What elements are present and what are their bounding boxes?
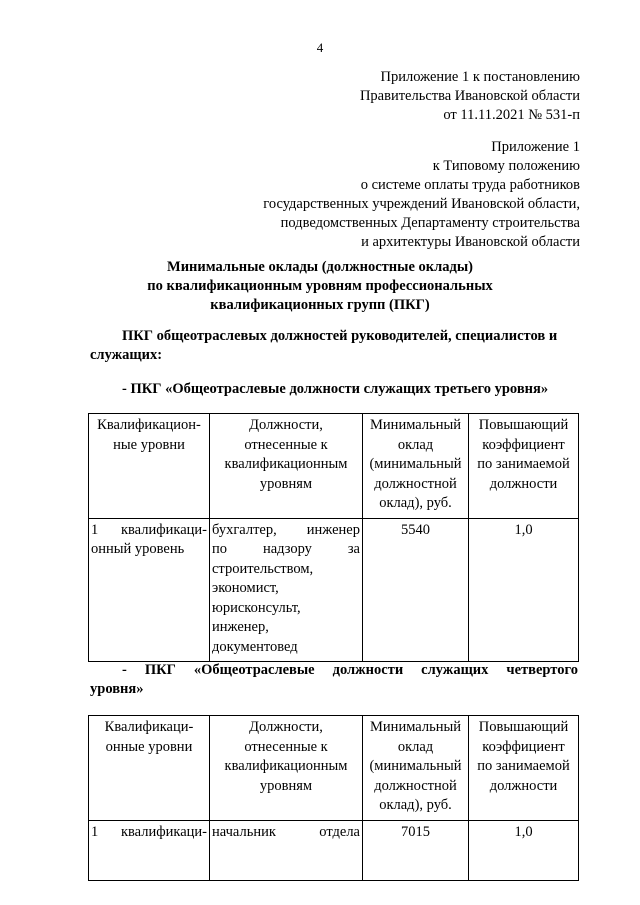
positions-line: юрисконсульт, (212, 599, 301, 616)
appendix-sub-line: Приложение 1 (491, 139, 580, 155)
table-header-row (89, 414, 579, 519)
header-text: Повышающий (478, 719, 569, 735)
header-text: отнесенные к (244, 436, 328, 453)
header-text: Минимальный (370, 719, 461, 735)
table-row (89, 820, 579, 880)
title-line: Минимальные оклады (должностные оклады) (167, 259, 473, 275)
header-cell-levels (89, 414, 210, 519)
header-cell-coefficient (469, 716, 579, 821)
header-cell-coefficient (469, 414, 579, 519)
appendix-sub-line: подведомственных Департаменту строительства (280, 215, 580, 231)
section-heading (90, 327, 580, 365)
group4-heading-line2: уровня» (90, 681, 144, 697)
cell-level (89, 518, 210, 662)
heading-word: должности (332, 662, 404, 678)
appendix-main-line: от 11.11.2021 № 531-п (443, 107, 580, 123)
section-heading-line: ПКГ общеотраслевых должностей руководителей, специалистов и (122, 328, 558, 344)
level-text: квалификаци- (120, 823, 207, 840)
header-text: оклад (397, 738, 434, 755)
positions-line (212, 823, 360, 843)
positions-line: инженер, (212, 619, 269, 635)
appendix-sub-line: к Типовому положению (432, 158, 580, 174)
header-text: ные уровни (113, 436, 185, 453)
appendix-sub-line: о системе оплаты труда работников (360, 177, 580, 193)
title-line: по квалификационным уровням профессиональных (147, 278, 493, 294)
level-line (91, 521, 207, 541)
group3-heading: - ПКГ «Общеотраслевые должности служащих третьего уровня» (122, 381, 549, 397)
group3-table (88, 413, 579, 662)
position-word: бухгалтер, (212, 521, 277, 538)
document-title (90, 258, 550, 315)
position-word: за (347, 541, 360, 557)
header-text: квалификационным (224, 456, 348, 472)
header-text: отнесенные к (244, 738, 328, 755)
appendix-main-line: Приложение 1 к постановлению (380, 69, 580, 85)
heading-word: «Общеотраслевые (193, 662, 315, 678)
position-word: по (212, 541, 228, 557)
table-header-row (89, 716, 579, 821)
cell-salary: 5540 (363, 518, 469, 662)
group4-heading-line (122, 661, 578, 680)
header-text: уровням (259, 475, 313, 492)
appendix-sub-line: государственных учреждений Ивановской области, (263, 196, 580, 212)
appendix-sub (263, 138, 580, 252)
heading-word: - (122, 662, 127, 678)
level-text: онный уровень (91, 541, 185, 557)
group4-table (88, 715, 579, 881)
level-number: 1 (91, 823, 99, 840)
position-word: отдела (319, 823, 360, 840)
header-text: оклад), руб. (379, 495, 452, 511)
header-text: коэффициент (482, 436, 565, 453)
appendix-sub-line: и архитектуры Ивановской области (361, 234, 580, 250)
header-text: должности (489, 475, 558, 492)
header-text: уровням (259, 777, 313, 794)
level-number: 1 (91, 521, 99, 538)
header-text: (минимальный (369, 758, 462, 774)
cell-salary: 7015 (363, 820, 469, 880)
header-text: Минимальный (370, 417, 461, 433)
appendix-main (360, 68, 580, 125)
cell-positions (210, 518, 363, 662)
level-line (91, 823, 207, 843)
header-text: Квалификаци- (104, 719, 194, 735)
header-text: (минимальный (369, 456, 462, 472)
header-text: оклад (397, 436, 434, 453)
header-text: Должности, (249, 719, 323, 735)
heading-word: служащих (421, 662, 489, 678)
header-text: коэффициент (482, 738, 565, 755)
cell-coefficient: 1,0 (469, 518, 579, 662)
group4-heading (122, 661, 578, 680)
position-word: начальник (212, 823, 276, 840)
positions-line (212, 540, 360, 560)
positions-line (212, 521, 360, 541)
cell-coefficient: 1,0 (469, 820, 579, 880)
header-cell-salary (363, 414, 469, 519)
level-text: квалификаци- (120, 521, 207, 538)
header-text: квалификационным (224, 758, 348, 774)
header-text: по занимаемой (477, 456, 570, 472)
header-cell-positions (210, 414, 363, 519)
header-text: по занимаемой (477, 758, 570, 774)
header-text: должностной (374, 777, 457, 794)
header-cell-levels (89, 716, 210, 821)
position-word: надзору (262, 541, 312, 557)
header-text: должности (489, 777, 558, 794)
positions-line: экономист, (212, 580, 279, 596)
header-text: Повышающий (478, 417, 569, 433)
header-text: должностной (374, 475, 457, 492)
cell-level (89, 820, 210, 880)
section-heading-line: служащих: (90, 347, 163, 363)
header-text: Квалификацион- (97, 417, 201, 433)
table-row (89, 518, 579, 662)
position-word: инженер (306, 521, 360, 538)
header-cell-positions (210, 716, 363, 821)
header-text: оклад), руб. (379, 797, 452, 813)
appendix-main-line: Правительства Ивановской области (359, 88, 580, 104)
title-line: квалификационных групп (ПКГ) (210, 297, 430, 313)
cell-positions (210, 820, 363, 880)
header-text: онные уровни (105, 738, 193, 755)
heading-word: ПКГ (144, 662, 176, 678)
positions-line: документовед (212, 638, 298, 655)
header-cell-salary (363, 716, 469, 821)
positions-line: строительством, (212, 560, 314, 577)
heading-word: четвертого (506, 662, 578, 678)
header-text: Должности, (249, 417, 323, 433)
page-number: 4 (316, 40, 324, 55)
